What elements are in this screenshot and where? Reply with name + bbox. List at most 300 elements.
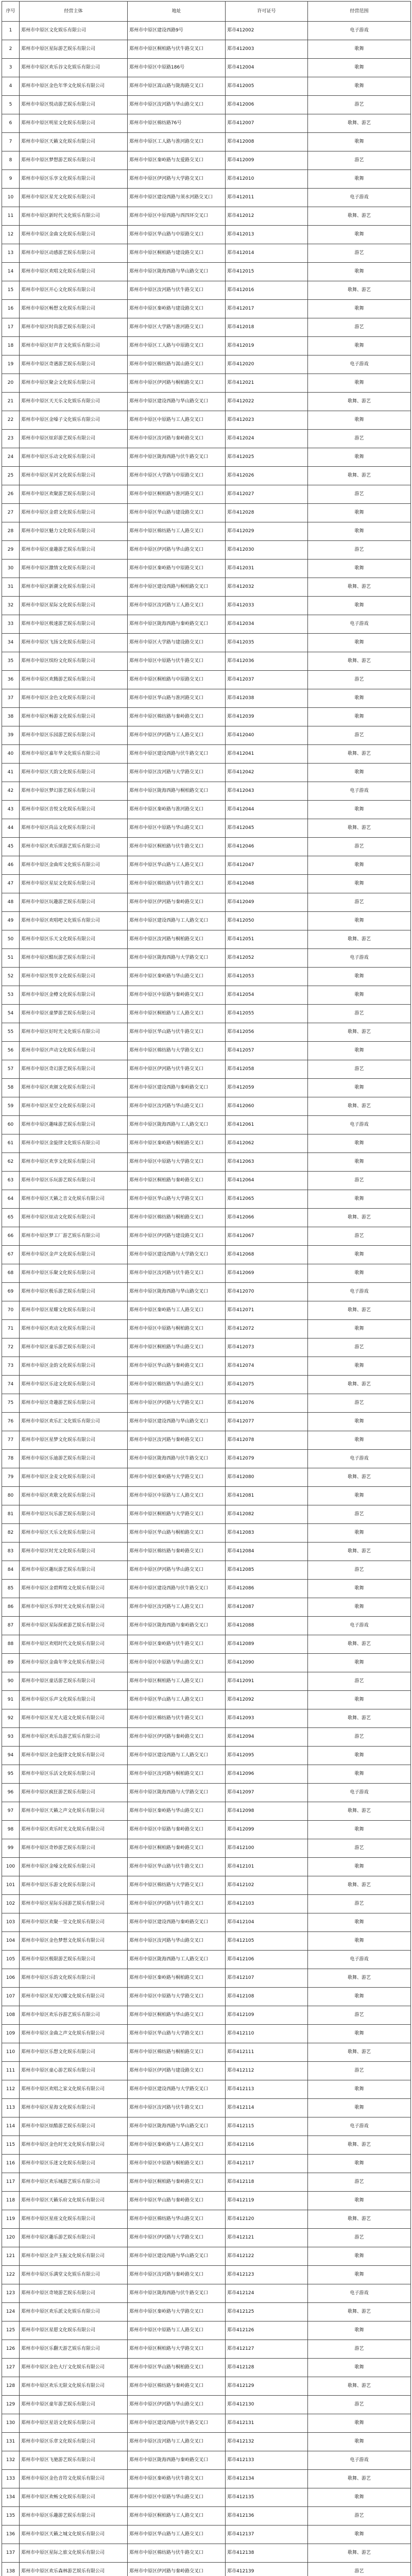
- cell-address: 郑州市中原区桐柏路与华山路交叉口: [128, 2006, 226, 2025]
- table-row: [2, 151, 411, 170]
- cell-license-number: 郑市412045: [226, 819, 308, 838]
- cell-entity-name: 郑州市中原区乐活文化娱乐有限公司: [20, 1765, 128, 1784]
- cell-entity-name: 郑州市中原区嘉年华文化娱乐有限公司: [20, 745, 128, 764]
- cell-license-number: 郑市412032: [226, 578, 308, 597]
- cell-business-scope: 游艺: [308, 1338, 411, 1357]
- cell-index: 108: [2, 2006, 20, 2025]
- cell-entity-name: 郑州市中原区玩乐游艺娱乐有限公司: [20, 1505, 128, 1524]
- cell-entity-name: 郑州市中原区星际乐园游艺娱乐有限公司: [20, 1895, 128, 1913]
- cell-index: 38: [2, 708, 20, 726]
- cell-entity-name: 郑州市中原区星愿文化娱乐有限公司: [20, 2321, 128, 2340]
- table-row: [2, 1431, 411, 1450]
- cell-entity-name: 郑州市中原区乐韵文化娱乐有限公司: [20, 1969, 128, 1988]
- table-row: [2, 374, 411, 393]
- cell-address: 郑州市中原区秦岭路与华山路交叉口: [128, 968, 226, 986]
- cell-business-scope: 游艺: [308, 1672, 411, 1691]
- cell-license-number: 郑市412075: [226, 1376, 308, 1394]
- table-row: [2, 1042, 411, 1060]
- cell-address: 郑州市中原区中原路与工人路交叉口: [128, 411, 226, 430]
- cell-entity-name: 郑州市中原区金色大厅文化娱乐有限公司: [20, 2359, 128, 2377]
- cell-license-number: 郑市412023: [226, 411, 308, 430]
- cell-business-scope: 歌舞: [308, 634, 411, 652]
- cell-license-number: 郑市412005: [226, 77, 308, 96]
- table-row: [2, 930, 411, 949]
- cell-index: 87: [2, 1617, 20, 1635]
- cell-business-scope: 歌舞: [308, 1079, 411, 1097]
- cell-entity-name: 郑州市中原区星梦文化娱乐有限公司: [20, 1431, 128, 1450]
- cell-business-scope: 电子游戏: [308, 355, 411, 374]
- cell-entity-name: 郑州市中原区乐章文化娱乐有限公司: [20, 2433, 128, 2451]
- cell-address: 郑州市中原区华山路与工人路交叉口: [128, 2526, 226, 2544]
- cell-business-scope: 歌舞: [308, 1598, 411, 1617]
- cell-license-number: 郑市412015: [226, 263, 308, 281]
- cell-business-scope: 歌舞: [308, 1320, 411, 1338]
- cell-license-number: 郑市412092: [226, 1691, 308, 1709]
- table-row: [2, 1283, 411, 1301]
- cell-address: 郑州市中原区中原路与华山路交叉口: [128, 819, 226, 838]
- cell-business-scope: 歌舞、游艺: [308, 745, 411, 764]
- cell-entity-name: 郑州市中原区动感游艺娱乐有限公司: [20, 244, 128, 263]
- cell-address: 郑州市中原区伊河路与工人路交叉口: [128, 726, 226, 745]
- cell-business-scope: 歌舞、游艺: [308, 578, 411, 597]
- cell-address: 郑州市中原区陇海西路与秦岭路交叉口: [128, 1617, 226, 1635]
- cell-license-number: 郑市412044: [226, 801, 308, 819]
- cell-index: 43: [2, 801, 20, 819]
- cell-address: 郑州市中原区秦岭路与工人路交叉口: [128, 1301, 226, 1320]
- cell-address: 郑州市中原区陇海西路与工人路交叉口: [128, 1951, 226, 1969]
- cell-entity-name: 郑州市中原区极速游艺娱乐有限公司: [20, 615, 128, 634]
- cell-index: 6: [2, 114, 20, 133]
- cell-business-scope: 歌舞: [308, 1765, 411, 1784]
- table-row: [2, 1561, 411, 1580]
- cell-index: 71: [2, 1320, 20, 1338]
- cell-license-number: 郑市412034: [226, 615, 308, 634]
- cell-business-scope: 歌舞、游艺: [308, 1709, 411, 1728]
- cell-address: 郑州市中原区建设西路与秦岭路交叉口: [128, 1913, 226, 1932]
- cell-entity-name: 郑州市中原区金嗓文化娱乐有限公司: [20, 1858, 128, 1876]
- table-row: [2, 1468, 411, 1487]
- cell-index: 130: [2, 2414, 20, 2433]
- cell-license-number: 郑市412054: [226, 986, 308, 1005]
- cell-entity-name: 郑州市中原区开心文化娱乐有限公司: [20, 281, 128, 300]
- table-row: [2, 133, 411, 151]
- table-row: [2, 615, 411, 634]
- cell-index: 53: [2, 986, 20, 1005]
- cell-address: 郑州市中原区伊河路与建设路交叉口: [128, 2062, 226, 2080]
- cell-business-scope: 歌舞: [308, 337, 411, 355]
- cell-index: 110: [2, 2043, 20, 2062]
- table-row: [2, 1172, 411, 1190]
- cell-entity-name: 郑州市中原区欢享文化娱乐有限公司: [20, 1153, 128, 1172]
- table-row: [2, 2099, 411, 2117]
- cell-index: 133: [2, 2470, 20, 2488]
- cell-address: 郑州市中原区伊河路与伏牛路交叉口: [128, 1895, 226, 1913]
- cell-entity-name: 郑州市中原区趣味游艺娱乐有限公司: [20, 1116, 128, 1134]
- cell-index: 12: [2, 226, 20, 244]
- cell-address: 郑州市中原区大学路与淮河路交叉口: [128, 318, 226, 337]
- cell-index: 115: [2, 2136, 20, 2155]
- cell-index: 126: [2, 2340, 20, 2359]
- table-row: [2, 2006, 411, 2025]
- cell-license-number: 郑市412050: [226, 912, 308, 930]
- table-row: [2, 708, 411, 726]
- cell-index: 45: [2, 838, 20, 856]
- cell-address: 郑州市中原区建设西路与桐柏路交叉口: [128, 578, 226, 597]
- cell-index: 122: [2, 2266, 20, 2284]
- table-row: [2, 504, 411, 522]
- table-row: [2, 1116, 411, 1134]
- cell-index: 82: [2, 1524, 20, 1543]
- cell-entity-name: 郑州市中原区天籁文化娱乐有限公司: [20, 133, 128, 151]
- cell-business-scope: 游艺: [308, 1839, 411, 1858]
- cell-entity-name: 郑州市中原区好时光文化娱乐有限公司: [20, 1023, 128, 1042]
- cell-index: 91: [2, 1691, 20, 1709]
- cell-business-scope: 电子游戏: [308, 189, 411, 207]
- cell-entity-name: 郑州市中原区童乐游艺娱乐有限公司: [20, 1338, 128, 1357]
- cell-license-number: 郑市412018: [226, 318, 308, 337]
- cell-address: 郑州市中原区棉纺路与嵩山路交叉口: [128, 355, 226, 374]
- cell-address: 郑州市中原区嵩山路与陇海路交叉口: [128, 77, 226, 96]
- cell-entity-name: 郑州市中原区乐享文化娱乐有限公司: [20, 170, 128, 189]
- cell-entity-name: 郑州市中原区畅游文化娱乐有限公司: [20, 708, 128, 726]
- cell-business-scope: 歌舞: [308, 801, 411, 819]
- table-row: [2, 1060, 411, 1079]
- cell-business-scope: 游艺: [308, 1561, 411, 1580]
- cell-entity-name: 郑州市中原区欢乐谷游艺娱乐有限公司: [20, 2006, 128, 2025]
- cell-address: 郑州市中原区中原西路与西四环交叉口: [128, 207, 226, 226]
- cell-business-scope: 游艺: [308, 318, 411, 337]
- cell-entity-name: 郑州市中原区欢唱吧文化娱乐有限公司: [20, 912, 128, 930]
- table-row: [2, 968, 411, 986]
- cell-index: 84: [2, 1561, 20, 1580]
- cell-license-number: 郑市412138: [226, 2544, 308, 2563]
- cell-entity-name: 郑州市中原区声动文化娱乐有限公司: [20, 1042, 128, 1060]
- cell-address: 郑州市中原区汝河路与工人路交叉口: [128, 1598, 226, 1617]
- table-row: [2, 1784, 411, 1802]
- cell-index: 137: [2, 2544, 20, 2563]
- table-row: [2, 2210, 411, 2229]
- cell-entity-name: 郑州市中原区金麦文化娱乐有限公司: [20, 1468, 128, 1487]
- cell-entity-name: 郑州市中原区欢乐汇文化娱乐有限公司: [20, 1413, 128, 1431]
- cell-entity-name: 郑州市中原区酷玩游艺娱乐有限公司: [20, 949, 128, 968]
- table-row: [2, 1190, 411, 1209]
- cell-entity-name: 郑州市中原区天籁乐府文化娱乐有限公司: [20, 2192, 128, 2210]
- cell-license-number: 郑市412049: [226, 893, 308, 912]
- cell-index: 26: [2, 485, 20, 504]
- cell-address: 郑州市中原区伊河路与大学路交叉口: [128, 2229, 226, 2247]
- table-row: [2, 207, 411, 226]
- cell-index: 113: [2, 2099, 20, 2117]
- cell-license-number: 郑市412088: [226, 1617, 308, 1635]
- cell-business-scope: 电子游戏: [308, 2284, 411, 2303]
- cell-address: 郑州市中原区华山路与秦岭路交叉口: [128, 1357, 226, 1376]
- cell-business-scope: 歌舞: [308, 856, 411, 875]
- cell-address: 郑州市中原区陇海西路与华山路交叉口: [128, 263, 226, 281]
- cell-address: 郑州市中原区建设西路与秦岭路交叉口: [128, 1079, 226, 1097]
- cell-address: 郑州市中原区棉纺路与桐柏路交叉口: [128, 2043, 226, 2062]
- cell-license-number: 郑市412139: [226, 2563, 308, 2576]
- cell-address: 郑州市中原区秦岭路与建设路交叉口: [128, 300, 226, 318]
- cell-business-scope: 歌舞: [308, 1913, 411, 1932]
- cell-address: 郑州市中原区伊河路与华山路交叉口: [128, 2396, 226, 2414]
- cell-address: 郑州市中原区汝河路与伏牛路交叉口: [128, 1264, 226, 1283]
- cell-license-number: 郑市412024: [226, 430, 308, 448]
- cell-license-number: 郑市412070: [226, 1283, 308, 1301]
- table-row: [2, 2396, 411, 2414]
- table-row: [2, 1709, 411, 1728]
- table-row: [2, 634, 411, 652]
- cell-index: 125: [2, 2321, 20, 2340]
- cell-address: 郑州市中原区中原路与桐柏路交叉口: [128, 2155, 226, 2173]
- table-row: [2, 467, 411, 485]
- cell-entity-name: 郑州市中原区金色年华文化娱乐有限公司: [20, 77, 128, 96]
- cell-address: 郑州市中原区中原路与桐柏路交叉口: [128, 1320, 226, 1338]
- table-row: [2, 541, 411, 560]
- cell-license-number: 郑市412110: [226, 2025, 308, 2043]
- cell-address: 郑州市中原区建设西路与大学路交叉口: [128, 2080, 226, 2099]
- table-row: [2, 2173, 411, 2192]
- table-row: [2, 782, 411, 801]
- cell-address: 郑州市中原区华山路与伏牛路交叉口: [128, 1023, 226, 1042]
- cell-license-number: 郑市412126: [226, 2321, 308, 2340]
- cell-business-scope: 游艺: [308, 2006, 411, 2025]
- cell-license-number: 郑市412095: [226, 1747, 308, 1765]
- cell-index: 27: [2, 504, 20, 522]
- cell-license-number: 郑市412083: [226, 1524, 308, 1543]
- cell-business-scope: 电子游戏: [308, 782, 411, 801]
- cell-license-number: 郑市412031: [226, 560, 308, 578]
- table-row: [2, 1821, 411, 1839]
- cell-entity-name: 郑州市中原区欢颜文化娱乐有限公司: [20, 1079, 128, 1097]
- cell-address: 郑州市中原区汝河路与工人路交叉口: [128, 2433, 226, 2451]
- cell-license-number: 郑市412082: [226, 1505, 308, 1524]
- cell-entity-name: 郑州市中原区欢歌文化娱乐有限公司: [20, 1487, 128, 1505]
- cell-index: 134: [2, 2488, 20, 2507]
- cell-license-number: 郑市412101: [226, 1858, 308, 1876]
- cell-index: 21: [2, 393, 20, 411]
- cell-index: 83: [2, 1543, 20, 1561]
- cell-license-number: 郑市412127: [226, 2340, 308, 2359]
- cell-address: 郑州市中原区华山路与中原路交叉口: [128, 226, 226, 244]
- cell-address: 郑州市中原区建设西路9号: [128, 22, 226, 40]
- cell-license-number: 郑市412133: [226, 2451, 308, 2470]
- table-row: [2, 2117, 411, 2136]
- table-row: [2, 838, 411, 856]
- cell-business-scope: 歌舞: [308, 912, 411, 930]
- cell-entity-name: 郑州市中原区文化娱乐有限公司: [20, 22, 128, 40]
- cell-index: 100: [2, 1858, 20, 1876]
- cell-index: 114: [2, 2117, 20, 2136]
- cell-business-scope: 歌舞: [308, 1413, 411, 1431]
- cell-business-scope: 歌舞、游艺: [308, 2377, 411, 2396]
- cell-entity-name: 郑州市中原区星语文化娱乐有限公司: [20, 2414, 128, 2433]
- cell-business-scope: 电子游戏: [308, 1617, 411, 1635]
- cell-license-number: 郑市412028: [226, 504, 308, 522]
- table-row: [2, 1376, 411, 1394]
- table-row: [2, 1413, 411, 1431]
- cell-address: 郑州市中原区华山路与建设路交叉口: [128, 504, 226, 522]
- cell-license-number: 郑市412030: [226, 541, 308, 560]
- cell-index: 96: [2, 1784, 20, 1802]
- cell-entity-name: 郑州市中原区欢乐颂游艺娱乐有限公司: [20, 838, 128, 856]
- table-row: [2, 2043, 411, 2062]
- cell-address: 郑州市中原区伊河路与大学路交叉口: [128, 170, 226, 189]
- cell-license-number: 郑市412078: [226, 1431, 308, 1450]
- cell-license-number: 郑市412006: [226, 96, 308, 114]
- cell-license-number: 郑市412116: [226, 2136, 308, 2155]
- cell-business-scope: 游艺: [308, 1227, 411, 1246]
- cell-entity-name: 郑州市中原区新潮文化娱乐有限公司: [20, 578, 128, 597]
- cell-entity-name: 郑州市中原区金碧辉煌文化娱乐有限公司: [20, 1580, 128, 1598]
- cell-index: 37: [2, 689, 20, 708]
- cell-business-scope: 歌舞: [308, 2359, 411, 2377]
- table-row: [2, 1246, 411, 1264]
- cell-index: 92: [2, 1709, 20, 1728]
- cell-address: 郑州市中原区建设西路与华山路交叉口: [128, 2247, 226, 2266]
- table-row: [2, 2526, 411, 2544]
- cell-license-number: 郑市412131: [226, 2414, 308, 2433]
- table-row: [2, 1802, 411, 1821]
- cell-address: 郑州市中原区桐柏路与秦岭路交叉口: [128, 1172, 226, 1190]
- cell-entity-name: 郑州市中原区乐满堂文化娱乐有限公司: [20, 2266, 128, 2284]
- cell-license-number: 郑市412076: [226, 1394, 308, 1413]
- cell-business-scope: 歌舞、游艺: [308, 2043, 411, 2062]
- table-row: [2, 448, 411, 467]
- cell-business-scope: 歌舞、游艺: [308, 930, 411, 949]
- cell-entity-name: 郑州市中原区童梦游艺娱乐有限公司: [20, 1005, 128, 1023]
- cell-license-number: 郑市412053: [226, 968, 308, 986]
- cell-license-number: 郑市412067: [226, 1227, 308, 1246]
- table-row: [2, 819, 411, 838]
- cell-business-scope: 歌舞: [308, 133, 411, 151]
- cell-license-number: 郑市412036: [226, 652, 308, 671]
- cell-index: 56: [2, 1042, 20, 1060]
- cell-business-scope: 歌舞、游艺: [308, 467, 411, 485]
- table-row: [2, 1635, 411, 1654]
- cell-license-number: 郑市412038: [226, 689, 308, 708]
- cell-business-scope: 游艺: [308, 96, 411, 114]
- cell-address: 郑州市中原区桐柏路与秦岭路交叉口: [128, 2173, 226, 2192]
- cell-business-scope: 歌舞、游艺: [308, 281, 411, 300]
- cell-license-number: 郑市412025: [226, 448, 308, 467]
- cell-entity-name: 郑州市中原区星际之旅文化娱乐有限公司: [20, 2544, 128, 2563]
- cell-business-scope: 歌舞、游艺: [308, 1468, 411, 1487]
- cell-business-scope: 歌舞: [308, 2192, 411, 2210]
- cell-index: 14: [2, 263, 20, 281]
- cell-entity-name: 郑州市中原区天韵文化娱乐有限公司: [20, 764, 128, 782]
- header-address: 地址: [128, 2, 226, 22]
- cell-entity-name: 郑州市中原区炫彩游艺娱乐有限公司: [20, 430, 128, 448]
- cell-license-number: 郑市412136: [226, 2507, 308, 2526]
- cell-index: 81: [2, 1505, 20, 1524]
- cell-address: 郑州市中原区秦岭路与大学路交叉口: [128, 1468, 226, 1487]
- cell-license-number: 郑市412040: [226, 726, 308, 745]
- table-row: [2, 2266, 411, 2284]
- table-row: [2, 2080, 411, 2099]
- cell-business-scope: 歌舞: [308, 77, 411, 96]
- cell-index: 79: [2, 1468, 20, 1487]
- cell-entity-name: 郑州市中原区星耀文化娱乐有限公司: [20, 1301, 128, 1320]
- cell-business-scope: 歌舞: [308, 2099, 411, 2117]
- cell-address: 郑州市中原区桐柏路与大学路交叉口: [128, 1505, 226, 1524]
- cell-license-number: 郑市412071: [226, 1301, 308, 1320]
- cell-address: 郑州市中原区汝河路与伏牛路交叉口: [128, 281, 226, 300]
- cell-index: 131: [2, 2433, 20, 2451]
- cell-entity-name: 郑州市中原区趣玩游艺娱乐有限公司: [20, 1561, 128, 1580]
- cell-entity-name: 郑州市中原区乐动文化娱乐有限公司: [20, 448, 128, 467]
- cell-license-number: 郑市412081: [226, 1487, 308, 1505]
- table-row: [2, 1617, 411, 1635]
- table-row: [2, 263, 411, 281]
- cell-entity-name: 郑州市中原区金声文化娱乐有限公司: [20, 1246, 128, 1264]
- cell-entity-name: 郑州市中原区金曲库文化娱乐有限公司: [20, 856, 128, 875]
- cell-address: 郑州市中原区棉纺路与华山路交叉口: [128, 2210, 226, 2229]
- cell-entity-name: 郑州市中原区乐园游艺娱乐有限公司: [20, 726, 128, 745]
- cell-entity-name: 郑州市中原区金碧文化娱乐有限公司: [20, 504, 128, 522]
- cell-index: 86: [2, 1598, 20, 1617]
- cell-license-number: 郑市412122: [226, 2247, 308, 2266]
- cell-business-scope: 电子游戏: [308, 1116, 411, 1134]
- cell-business-scope: 歌舞: [308, 374, 411, 393]
- cell-license-number: 郑市412112: [226, 2062, 308, 2080]
- cell-index: 72: [2, 1338, 20, 1357]
- cell-address: 郑州市中原区桐柏路与中原路交叉口: [128, 671, 226, 689]
- cell-license-number: 郑市412035: [226, 634, 308, 652]
- cell-entity-name: 郑州市中原区金曲文化娱乐有限公司: [20, 226, 128, 244]
- cell-business-scope: 游艺: [308, 1172, 411, 1190]
- cell-entity-name: 郑州市中原区童年游艺娱乐有限公司: [20, 2396, 128, 2414]
- cell-entity-name: 郑州市中原区欢乐无限文化娱乐有限公司: [20, 2377, 128, 2396]
- table-row: [2, 1747, 411, 1765]
- cell-business-scope: 游艺: [308, 151, 411, 170]
- table-row: [2, 2563, 411, 2576]
- cell-address: 郑州市中原区汝河路与桐柏路交叉口: [128, 930, 226, 949]
- cell-license-number: 郑市412027: [226, 485, 308, 504]
- cell-address: 郑州市中原区棉纺路76号: [128, 114, 226, 133]
- cell-index: 69: [2, 1283, 20, 1301]
- cell-business-scope: 歌舞: [308, 1246, 411, 1264]
- table-row: [2, 2377, 411, 2396]
- cell-business-scope: 歌舞、游艺: [308, 2303, 411, 2321]
- cell-index: 32: [2, 597, 20, 615]
- cell-address: 郑州市中原区汝河路与工人路交叉口: [128, 597, 226, 615]
- cell-business-scope: 游艺: [308, 2340, 411, 2359]
- table-row: [2, 1895, 411, 1913]
- cell-license-number: 郑市412096: [226, 1765, 308, 1784]
- table-row: [2, 560, 411, 578]
- cell-index: 93: [2, 1728, 20, 1747]
- cell-entity-name: 郑州市中原区好声音文化娱乐有限公司: [20, 337, 128, 355]
- cell-business-scope: 歌舞: [308, 1821, 411, 1839]
- cell-index: 28: [2, 522, 20, 541]
- cell-entity-name: 郑州市中原区星光文化娱乐有限公司: [20, 189, 128, 207]
- cell-address: 郑州市中原区建设西路与大学路交叉口: [128, 1246, 226, 1264]
- cell-business-scope: 歌舞: [308, 2526, 411, 2544]
- cell-index: 66: [2, 1227, 20, 1246]
- cell-license-number: 郑市412114: [226, 2099, 308, 2117]
- cell-business-scope: 歌舞、游艺: [308, 1635, 411, 1654]
- cell-entity-name: 郑州市中原区时光文化娱乐有限公司: [20, 1543, 128, 1561]
- cell-address: 郑州市中原区建设西路与工人路交叉口: [128, 912, 226, 930]
- table-body: [2, 22, 411, 2576]
- cell-entity-name: 郑州市中原区天籁之声文化娱乐有限公司: [20, 1802, 128, 1821]
- cell-entity-name: 郑州市中原区聚会文化娱乐有限公司: [20, 374, 128, 393]
- cell-license-number: 郑市412129: [226, 2377, 308, 2396]
- table-row: [2, 430, 411, 448]
- cell-index: 46: [2, 856, 20, 875]
- table-row: [2, 1320, 411, 1338]
- cell-index: 19: [2, 355, 20, 374]
